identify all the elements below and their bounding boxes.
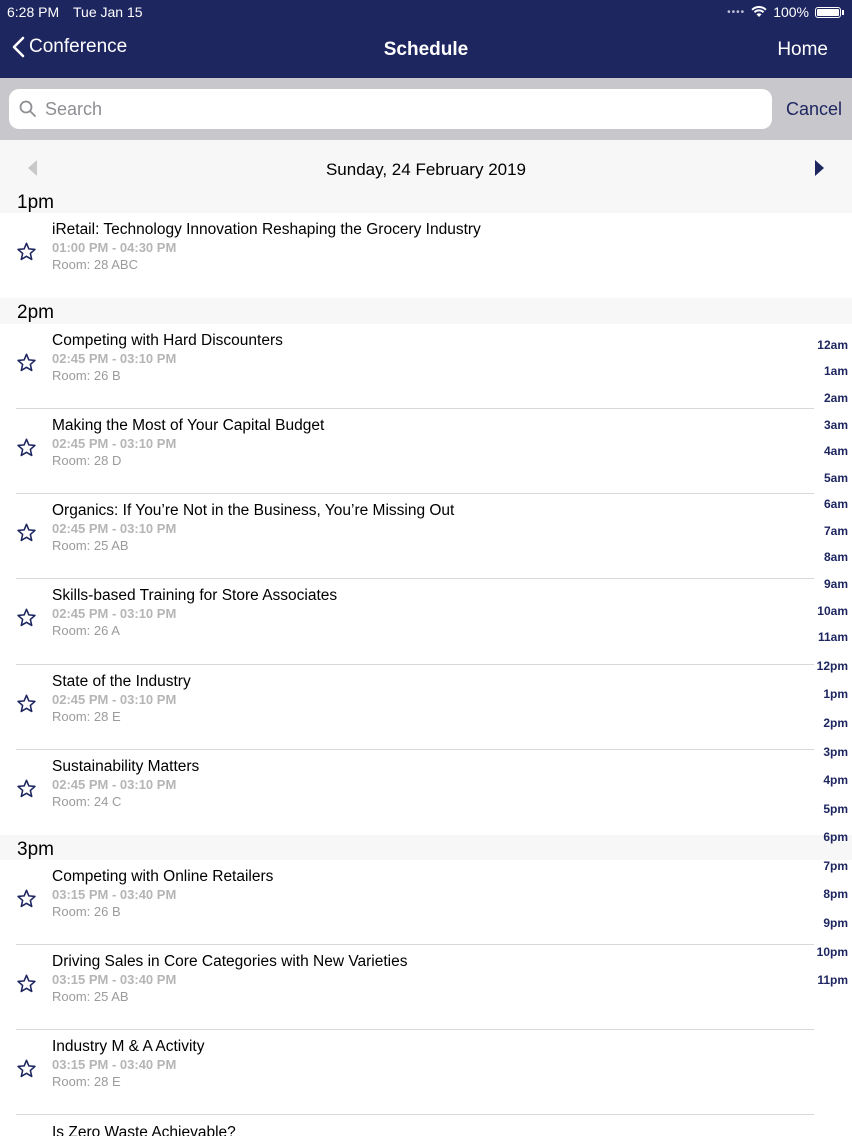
next-day-arrow-icon[interactable] — [815, 160, 824, 176]
signal-dots-icon: •••• — [727, 6, 746, 18]
previous-day-arrow-icon[interactable] — [28, 160, 37, 176]
session-time: 02:45 PM - 03:10 PM — [52, 521, 177, 536]
session-time: 03:15 PM - 03:40 PM — [52, 1057, 177, 1072]
index-hour[interactable]: 8am — [823, 550, 848, 564]
session-room: Room: 28 ABC — [52, 257, 138, 272]
wifi-icon — [751, 6, 767, 18]
index-hour[interactable]: 10am — [817, 604, 848, 618]
session-row[interactable] — [0, 945, 852, 1030]
index-hour[interactable]: 12am — [817, 338, 848, 352]
session-room: Room: 28 E — [52, 709, 121, 724]
index-hour[interactable]: 8pm — [823, 887, 848, 901]
index-hour[interactable]: 9pm — [823, 916, 848, 930]
session-time: 02:45 PM - 03:10 PM — [52, 351, 177, 366]
search-input[interactable] — [43, 98, 747, 121]
index-hour[interactable]: 6pm — [823, 830, 848, 844]
search-field[interactable] — [9, 89, 772, 129]
status-indicators — [727, 4, 844, 20]
star-favorite-icon[interactable] — [15, 693, 38, 715]
session-row[interactable] — [0, 409, 852, 494]
navigation-bar — [0, 0, 852, 78]
page-title: Schedule — [383, 39, 469, 60]
index-hour[interactable]: 5pm — [823, 802, 848, 816]
session-room: Room: 26 B — [52, 904, 121, 919]
star-favorite-icon[interactable] — [15, 352, 38, 374]
session-room: Room: 26 B — [52, 368, 121, 383]
section-header-2pm — [0, 298, 852, 324]
session-time: 03:15 PM - 03:40 PM — [52, 972, 177, 987]
index-hour[interactable]: 5am — [823, 471, 848, 485]
session-row[interactable] — [0, 579, 852, 664]
session-title: State of the Industry — [52, 673, 191, 690]
session-room: Room: 25 AB — [52, 538, 129, 553]
session-title: Skills-based Training for Store Associates — [52, 587, 338, 604]
back-button[interactable] — [12, 36, 127, 58]
section-header-1pm — [0, 190, 852, 213]
index-hour[interactable]: 10pm — [816, 945, 848, 959]
session-time: 02:45 PM - 03:10 PM — [52, 777, 177, 792]
index-hour[interactable]: 3pm — [823, 745, 848, 759]
session-row[interactable] — [0, 1030, 852, 1115]
session-row[interactable] — [0, 494, 852, 579]
star-favorite-icon[interactable] — [15, 437, 38, 459]
index-hour[interactable]: 7am — [823, 524, 848, 538]
session-time: 02:45 PM - 03:10 PM — [52, 692, 177, 707]
star-favorite-icon[interactable] — [15, 241, 38, 263]
back-button-label: Conference — [29, 36, 128, 57]
session-room: Room: 26 A — [52, 623, 120, 638]
section-label: 3pm — [17, 839, 54, 860]
index-hour[interactable]: 4am — [823, 444, 848, 458]
status-bar — [0, 0, 852, 24]
session-time: 02:45 PM - 03:10 PM — [52, 606, 177, 621]
session-room: Room: 28 D — [52, 453, 122, 468]
cancel-button[interactable]: Cancel — [785, 99, 842, 119]
section-header-3pm — [0, 835, 852, 860]
index-hour[interactable]: 6am — [823, 497, 848, 511]
index-hour[interactable]: 2pm — [823, 716, 848, 730]
star-favorite-icon[interactable] — [15, 1058, 38, 1080]
index-hour[interactable]: 1pm — [823, 687, 848, 701]
star-favorite-icon[interactable] — [15, 888, 38, 910]
session-room: Room: 24 C — [52, 794, 122, 809]
status-time: 6:28 PM — [7, 4, 60, 20]
session-title: Industry M & A Activity — [52, 1038, 205, 1055]
battery-tip — [842, 10, 844, 15]
session-row[interactable] — [0, 324, 852, 409]
index-hour[interactable]: 12pm — [816, 659, 848, 673]
session-title: Making the Most of Your Capital Budget — [52, 417, 325, 434]
star-favorite-icon[interactable] — [15, 522, 38, 544]
index-hour[interactable]: 11pm — [817, 973, 848, 987]
session-room: Room: 28 E — [52, 1074, 121, 1089]
index-hour[interactable]: 9am — [823, 577, 848, 591]
session-title: Organics: If You’re Not in the Business, You’re Missing Out — [52, 502, 455, 519]
session-time: 01:00 PM - 04:30 PM — [52, 240, 177, 255]
index-hour[interactable]: 4pm — [823, 773, 848, 787]
session-time: 03:15 PM - 03:40 PM — [52, 887, 177, 902]
star-favorite-icon[interactable] — [15, 778, 38, 800]
session-row[interactable] — [0, 1115, 852, 1136]
session-row[interactable] — [0, 860, 852, 945]
session-room: Room: 25 AB — [52, 989, 129, 1004]
home-button[interactable]: Home — [777, 39, 828, 60]
battery-icon — [815, 7, 841, 18]
session-title: Is Zero Waste Achievable? — [52, 1124, 236, 1136]
session-time: 02:45 PM - 03:10 PM — [52, 436, 177, 451]
index-hour[interactable]: 3am — [823, 418, 848, 432]
status-date: Tue Jan 15 — [73, 4, 143, 20]
star-favorite-icon[interactable] — [15, 607, 38, 629]
star-favorite-icon[interactable] — [15, 973, 38, 995]
chevron-left-icon — [12, 36, 25, 58]
session-title: Competing with Hard Discounters — [52, 332, 283, 349]
battery-percent: 100% — [773, 4, 809, 20]
session-title: Driving Sales in Core Categories with New Varieties — [52, 953, 408, 970]
index-hour[interactable]: 2am — [823, 391, 848, 405]
session-row[interactable] — [0, 213, 852, 298]
section-label: 1pm — [17, 192, 54, 213]
session-title: iRetail: Technology Innovation Reshaping the Grocery Industry — [52, 221, 481, 238]
search-icon — [19, 100, 37, 118]
index-hour[interactable]: 1am — [823, 364, 848, 378]
index-hour[interactable]: 11am — [817, 630, 848, 644]
index-hour[interactable]: 7pm — [823, 859, 848, 873]
session-title: Competing with Online Retailers — [52, 868, 274, 885]
date-header — [0, 140, 852, 190]
session-row[interactable] — [0, 665, 852, 750]
search-bar — [0, 78, 852, 140]
selected-date: Sunday, 24 February 2019 — [325, 160, 527, 179]
session-row[interactable] — [0, 750, 852, 835]
section-label: 2pm — [17, 302, 54, 323]
session-title: Sustainability Matters — [52, 758, 200, 775]
